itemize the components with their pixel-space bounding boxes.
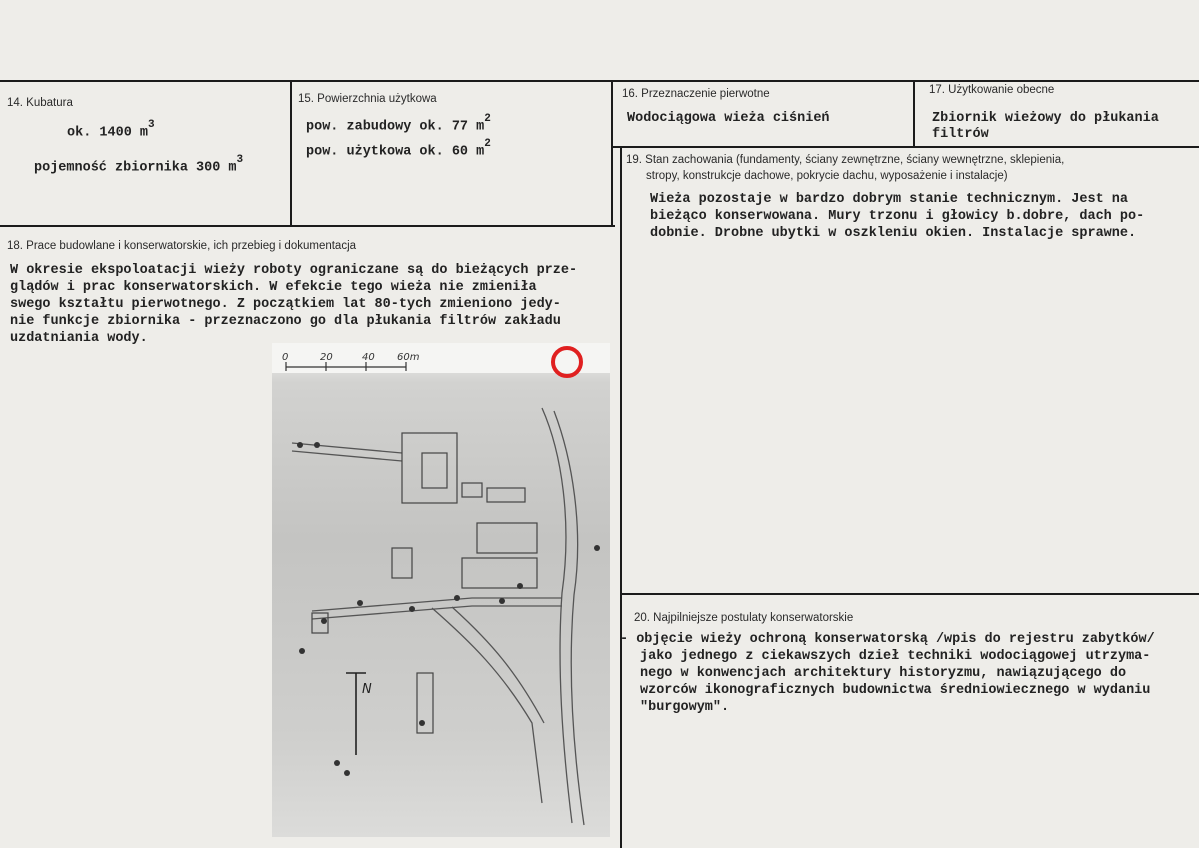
section-16-value: Wodociągowa wieża ciśnień	[627, 111, 830, 126]
built-area-text: pow. zabudowy ok. 77 m	[306, 119, 485, 135]
built-area-sup: 2	[484, 113, 491, 125]
col-divider-2b	[620, 146, 622, 848]
section-14-volume	[67, 119, 155, 143]
col-divider-3	[913, 80, 915, 148]
tank-unit-sup: 3	[236, 154, 244, 166]
row-divider-mid	[613, 146, 915, 148]
s19-line: Wieża pozostaje w bardzo dobrym stanie technicznym. Jest na	[650, 192, 1128, 207]
volume-text: ok. 1400 m	[67, 125, 149, 141]
site-map-image	[272, 343, 610, 837]
section-15-label: 15. Powierzchnia użytkowa	[298, 93, 437, 105]
section-16-label: 16. Przeznaczenie pierwotne	[622, 88, 770, 100]
col-divider-2	[611, 80, 613, 226]
row-divider-right	[913, 146, 1199, 148]
section-17-label: 17. Użytkowanie obecne	[929, 84, 1055, 96]
usable-area-text: pow. użytkowa ok. 60 m	[306, 144, 485, 160]
s18-line: glądów i prac konserwatorskich. W efekcie tego wieża nie zmieniła	[10, 280, 537, 295]
section-15-usable-area	[306, 138, 491, 162]
s18-line: W okresie ekspoloatacji wieży roboty ograniczane są do bieżących prze-	[10, 263, 578, 278]
col-divider-step	[611, 146, 622, 148]
north-label: N	[362, 682, 372, 697]
s20-line: wzorców ikonograficznych budownictwa średniowiecznego w wydaniu	[640, 683, 1151, 698]
section-14-tank-capacity	[34, 154, 243, 178]
section-14-label: 14. Kubatura	[7, 97, 73, 109]
s20-line: nego w konwencjach architektury historyzmu, nawiązującego do	[640, 666, 1127, 681]
s19-line: dobnie. Drobne ubytki w oszkleniu okien. Instalacje sprawne.	[650, 226, 1137, 241]
s20-line: jako jednego z ciekawszych dzieł techniki wodociągowej utrzyma-	[640, 649, 1151, 664]
section-17-line-1: Zbiornik wieżowy do płukania	[932, 111, 1159, 126]
section-20-label: 20. Najpilniejsze postulaty konserwatorskie	[634, 612, 854, 624]
map-paper	[272, 343, 610, 837]
s20-line: "burgowym".	[640, 700, 730, 715]
section-19-label-1: 19. Stan zachowania (fundamenty, ściany zewnętrzne, ściany wewnętrzne, sklepienia,	[626, 154, 1065, 166]
scale-label-0: 0	[282, 352, 289, 363]
s18-line: nie funkcje zbiornika - przeznaczono go dla płukania filtrów zakładu	[10, 314, 561, 329]
s18-line: swego kształtu pierwotnego. Z początkiem lat 80-tych zmieniono jedy-	[10, 297, 561, 312]
tank-capacity-text: pojemność zbiornika 300 m	[34, 160, 237, 176]
volume-unit-sup: 3	[148, 119, 155, 131]
section-19-label-2: stropy, konstrukcje dachowe, pokrycie dachu, wyposażenie i instalacje)	[646, 170, 1008, 182]
s18-line: uzdatniania wody.	[10, 331, 148, 346]
scale-label-40: 40	[362, 352, 375, 363]
s19-line: bieżąco konserwowana. Mury trzonu i głowicy b.dobre, dach po-	[650, 209, 1145, 224]
col-divider-1	[290, 80, 292, 226]
row-divider-20	[620, 593, 1199, 595]
scale-label-20: 20	[320, 352, 333, 363]
usable-area-sup: 2	[484, 138, 491, 150]
row-divider-left	[0, 225, 615, 227]
scale-label-60: 60m	[397, 352, 420, 363]
top-border	[0, 80, 1199, 82]
section-15-built-area	[306, 113, 491, 137]
s20-line: - objęcie wieży ochroną konserwatorską /wpis do rejestru zabytków/	[620, 632, 1155, 647]
section-18-label: 18. Prace budowlane i konserwatorskie, ich przebieg i dokumentacja	[7, 240, 357, 252]
section-17-line-2: filtrów	[932, 127, 989, 142]
